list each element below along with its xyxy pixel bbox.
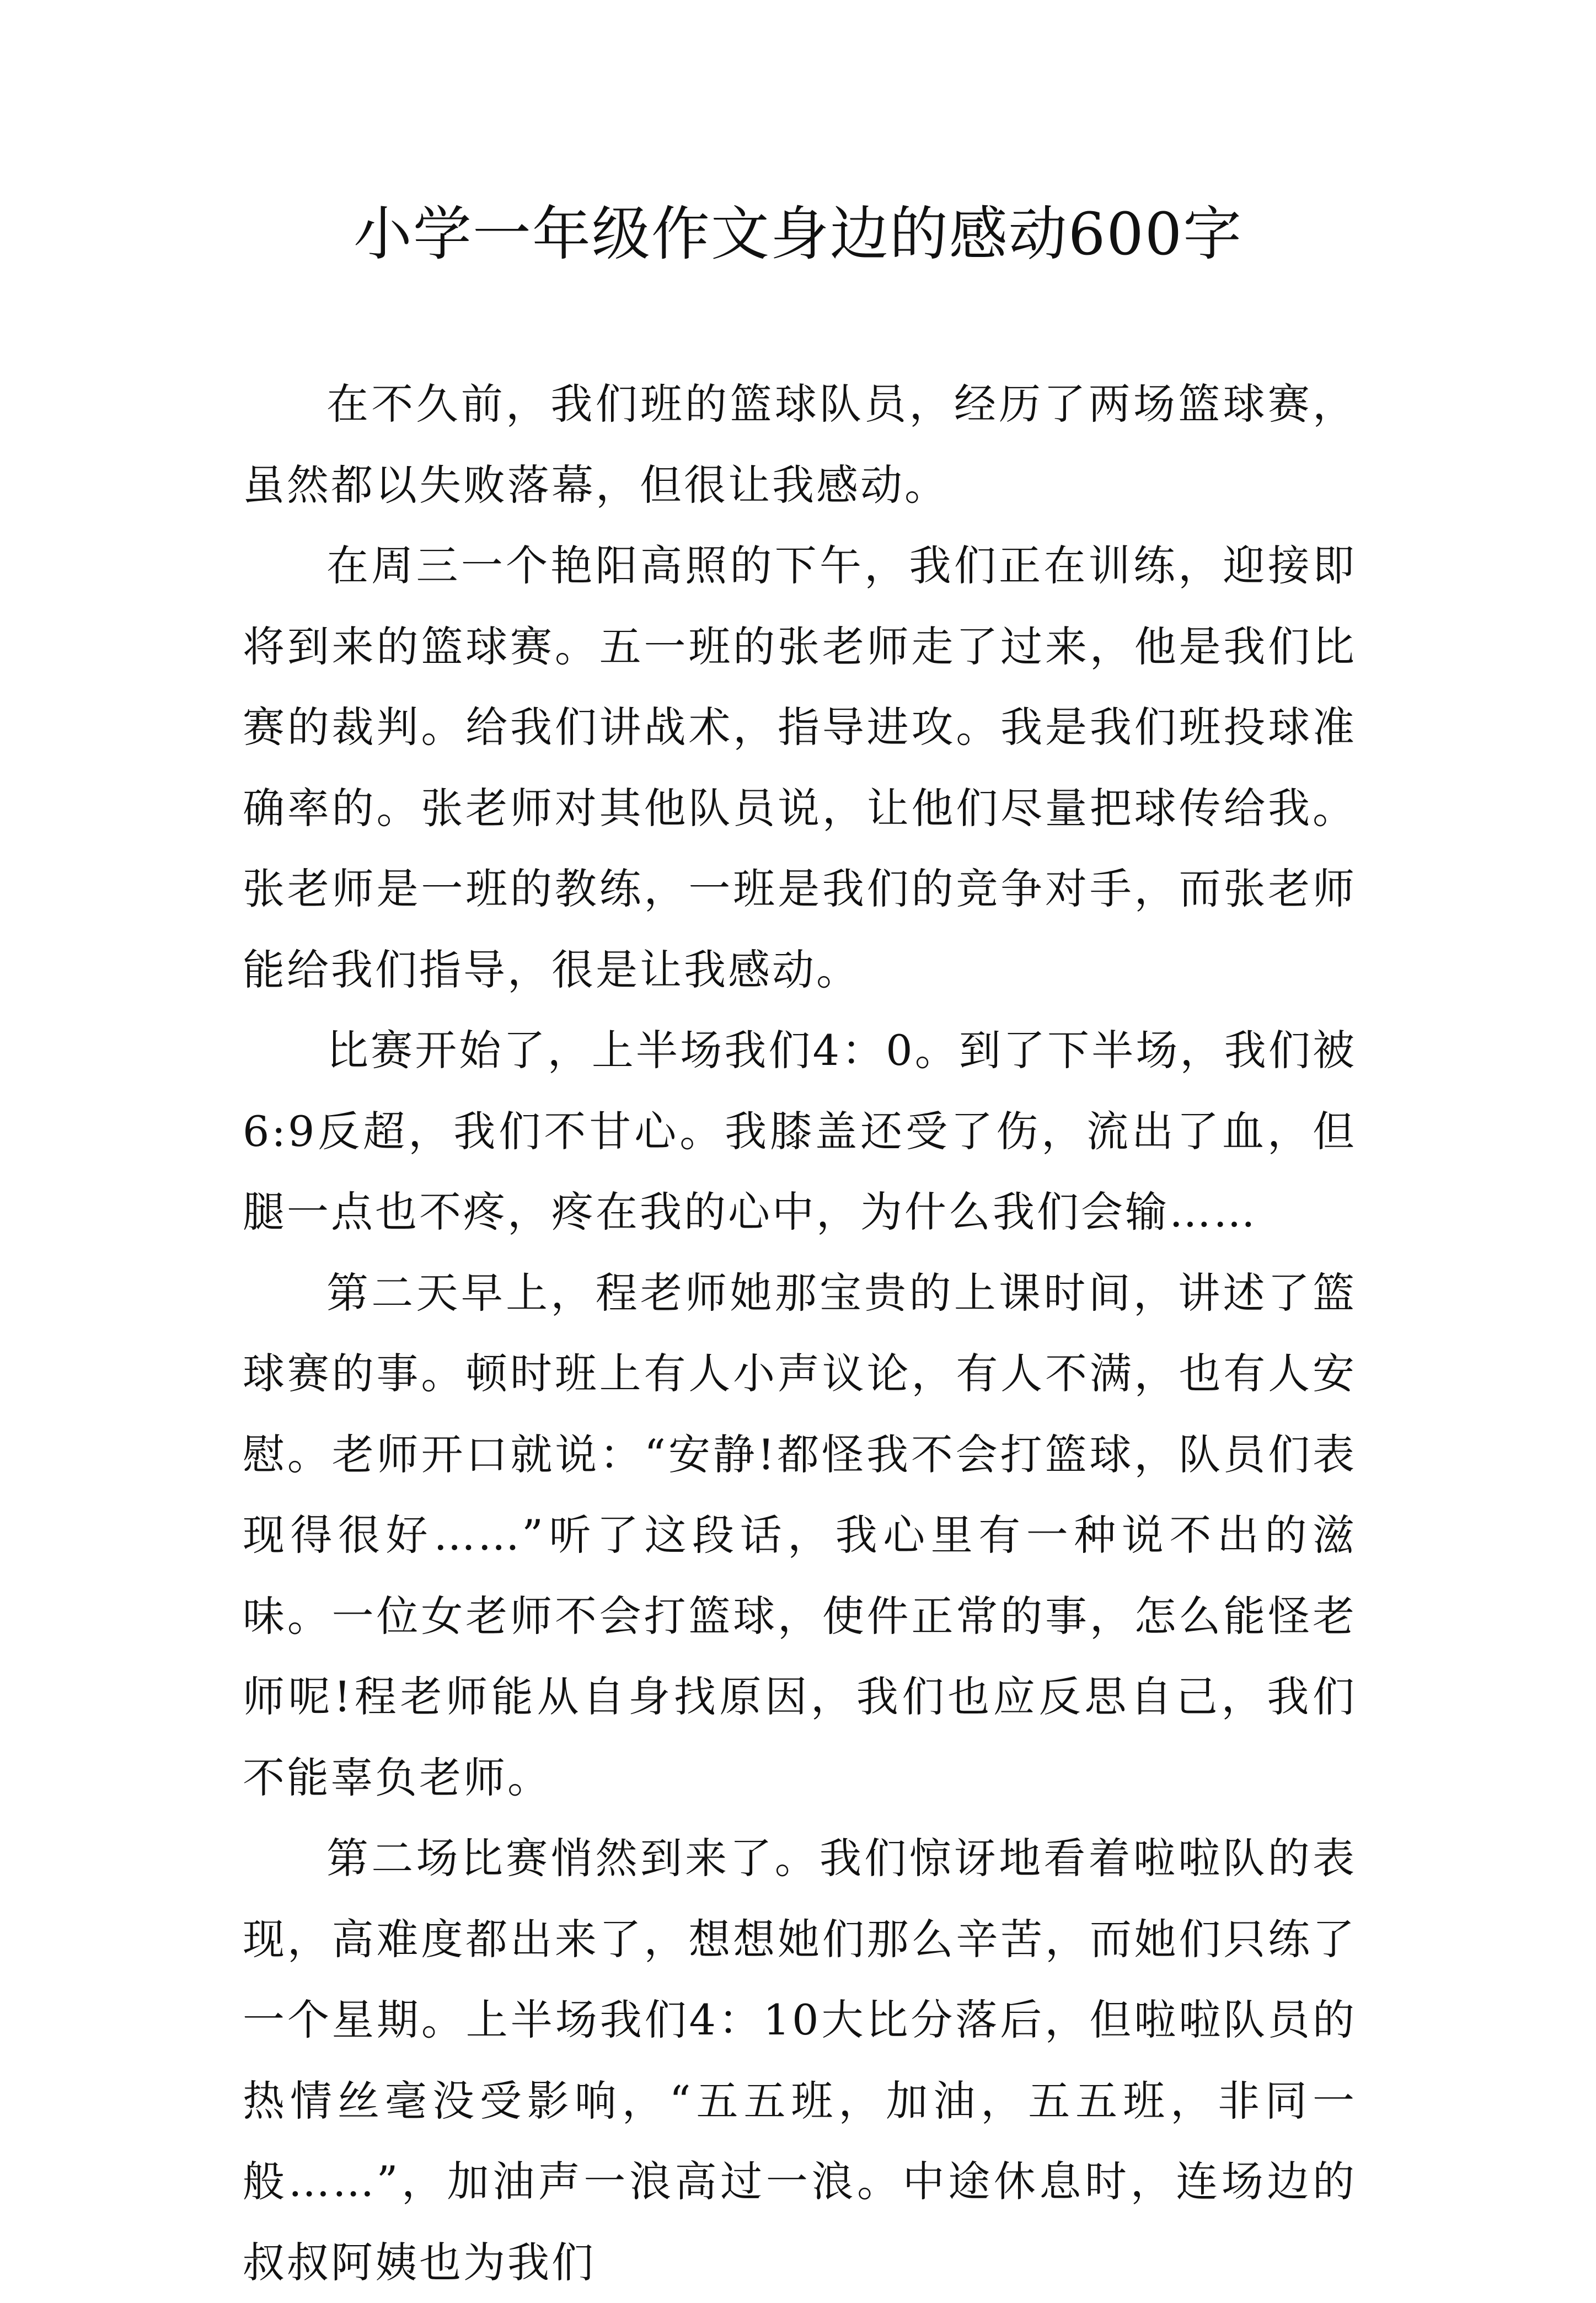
paragraph-5: 第二场比赛悄然到来了。我们惊讶地看着啦啦队的表现，高难度都出来了，想想她们那么辛苦，而她们只练了一个星期。上半场我们4：10大比分落后，但啦啦队员的热情丝毫没受影响，“五五班，加油，五五班，非同一般……”，加油声一浪高过一浪。中途休息时，连场边的叔叔阿姨也为我们 — [243, 1834, 1357, 2287]
paragraph-3: 比赛开始了，上半场我们4：0。到了下半场，我们被6:9反超，我们不甘心。我膝盖还受了伤，流出了血，但腿一点也不疼，疼在我的心中，为什么我们会输…… — [243, 1026, 1357, 1236]
paragraph-1: 在不久前，我们班的篮球队员，经历了两场篮球赛，虽然都以失败落幕，但很让我感动。 — [243, 379, 1357, 510]
paragraph-2: 在周三一个艳阳高照的下午，我们正在训练，迎接即将到来的篮球赛。五一班的张老师走了过来，他是我们比赛的裁判。给我们讲战术，指导进攻。我是我们班投球准确率的。张老师对其他队员说，让他们尽量把球传给我。张老师是一班的教练，一班是我们的竞争对手，而张老师能给我们指导，很是让我感动。 — [243, 541, 1357, 994]
document-body — [243, 364, 1357, 2303]
paragraph-4: 第二天早上，程老师她那宝贵的上课时间，讲述了篮球赛的事。顿时班上有人小声议论，有人不满，也有人安慰。老师开口就说：“安静!都怪我不会打篮球，队员们表现得很好……”听了这段话，我心里有一种说不出的滋味。一位女老师不会打篮球，使件正常的事，怎么能怪老师呢!程老师能从自身找原因，我们也应反思自己，我们不能辜负老师。 — [243, 1268, 1357, 1802]
document-title: 小学一年级作文身边的感动600字 — [353, 200, 1243, 268]
